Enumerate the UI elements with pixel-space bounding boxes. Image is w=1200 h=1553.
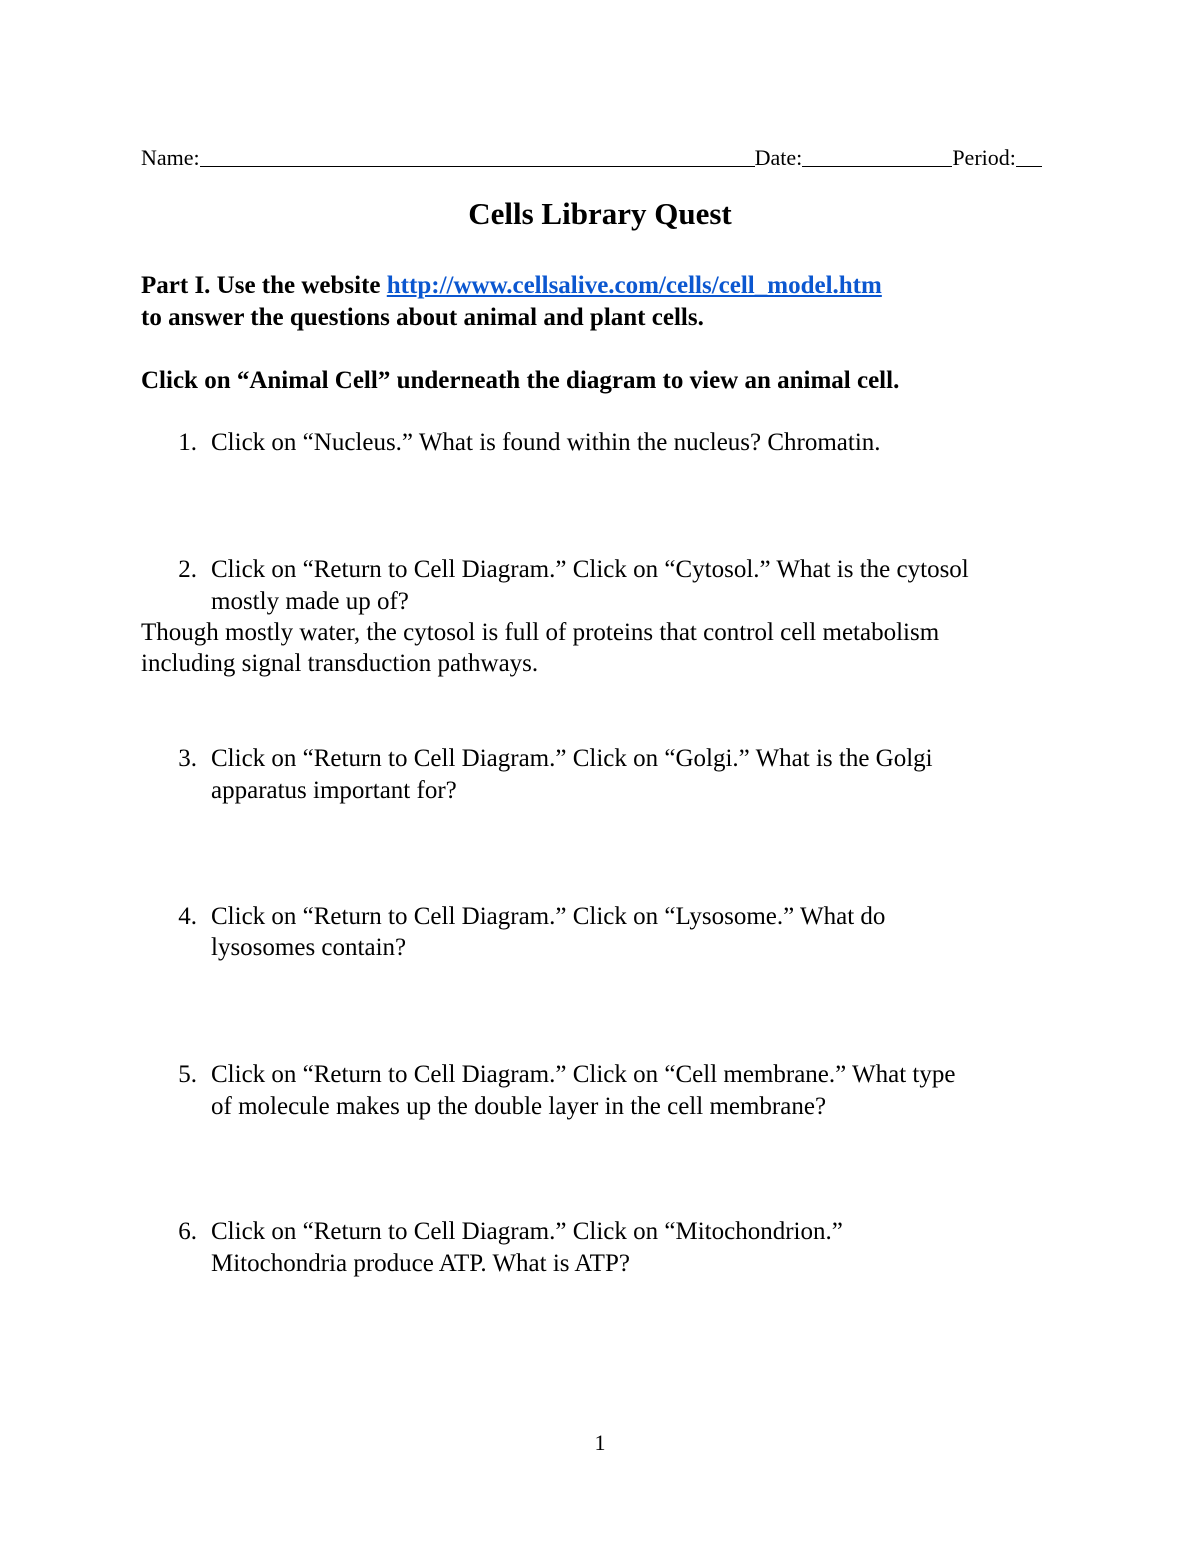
page-title: Cells Library Quest	[468, 196, 732, 231]
question-text: Click on “Nucleus.” What is found within the nucleus? Chromatin.	[211, 429, 881, 456]
name-label: Name:	[141, 145, 200, 170]
question-text: Click on “Return to Cell Diagram.” Click on “Cytosol.” What is the cytosol	[211, 556, 969, 583]
question-text: Click on “Return to Cell Diagram.” Click on “Lysosome.” What do	[211, 903, 886, 930]
question-text-continued: mostly made up of?	[211, 588, 409, 615]
answer-line: including signal transduction pathways.	[141, 650, 539, 677]
question-number: 2.	[178, 556, 197, 583]
question-number: 1.	[178, 429, 197, 456]
question-text-continued: Mitochondria produce ATP. What is ATP?	[211, 1250, 630, 1277]
date-label: Date:	[754, 145, 803, 170]
cellsalive-link[interactable]: http://www.cellsalive.com/cells/cell_model.htm	[386, 272, 882, 299]
page-number: 1	[594, 1430, 606, 1455]
question-number: 6.	[178, 1218, 197, 1245]
question-number: 5.	[178, 1061, 197, 1088]
question-text-continued: lysosomes contain?	[211, 934, 407, 961]
part1-line1	[141, 270, 882, 302]
part1-lead: Part I. Use the website	[141, 272, 387, 299]
question-number: 4.	[178, 903, 197, 930]
header-fields	[141, 142, 1055, 174]
part1-line2: to answer the questions about animal and plant cells.	[141, 304, 704, 331]
answer-line: Though mostly water, the cytosol is full of proteins that control cell metabolism	[141, 619, 940, 646]
question-text: Click on “Return to Cell Diagram.” Click on “Cell membrane.” What type	[211, 1061, 956, 1088]
instruction-text: Click on “Animal Cell” underneath the diagram to view an animal cell.	[141, 367, 900, 394]
name-blank	[200, 144, 755, 167]
period-label: Period:	[952, 145, 1016, 170]
question-text: Click on “Return to Cell Diagram.” Click on “Mitochondrion.”	[211, 1218, 843, 1245]
question-text: Click on “Return to Cell Diagram.” Click on “Golgi.” What is the Golgi	[211, 745, 933, 772]
question-text-continued: apparatus important for?	[211, 777, 457, 804]
date-blank	[802, 144, 952, 167]
question-number: 3.	[178, 745, 197, 772]
question-text-continued: of molecule makes up the double layer in the cell membrane?	[211, 1093, 827, 1120]
period-blank	[1016, 144, 1042, 167]
